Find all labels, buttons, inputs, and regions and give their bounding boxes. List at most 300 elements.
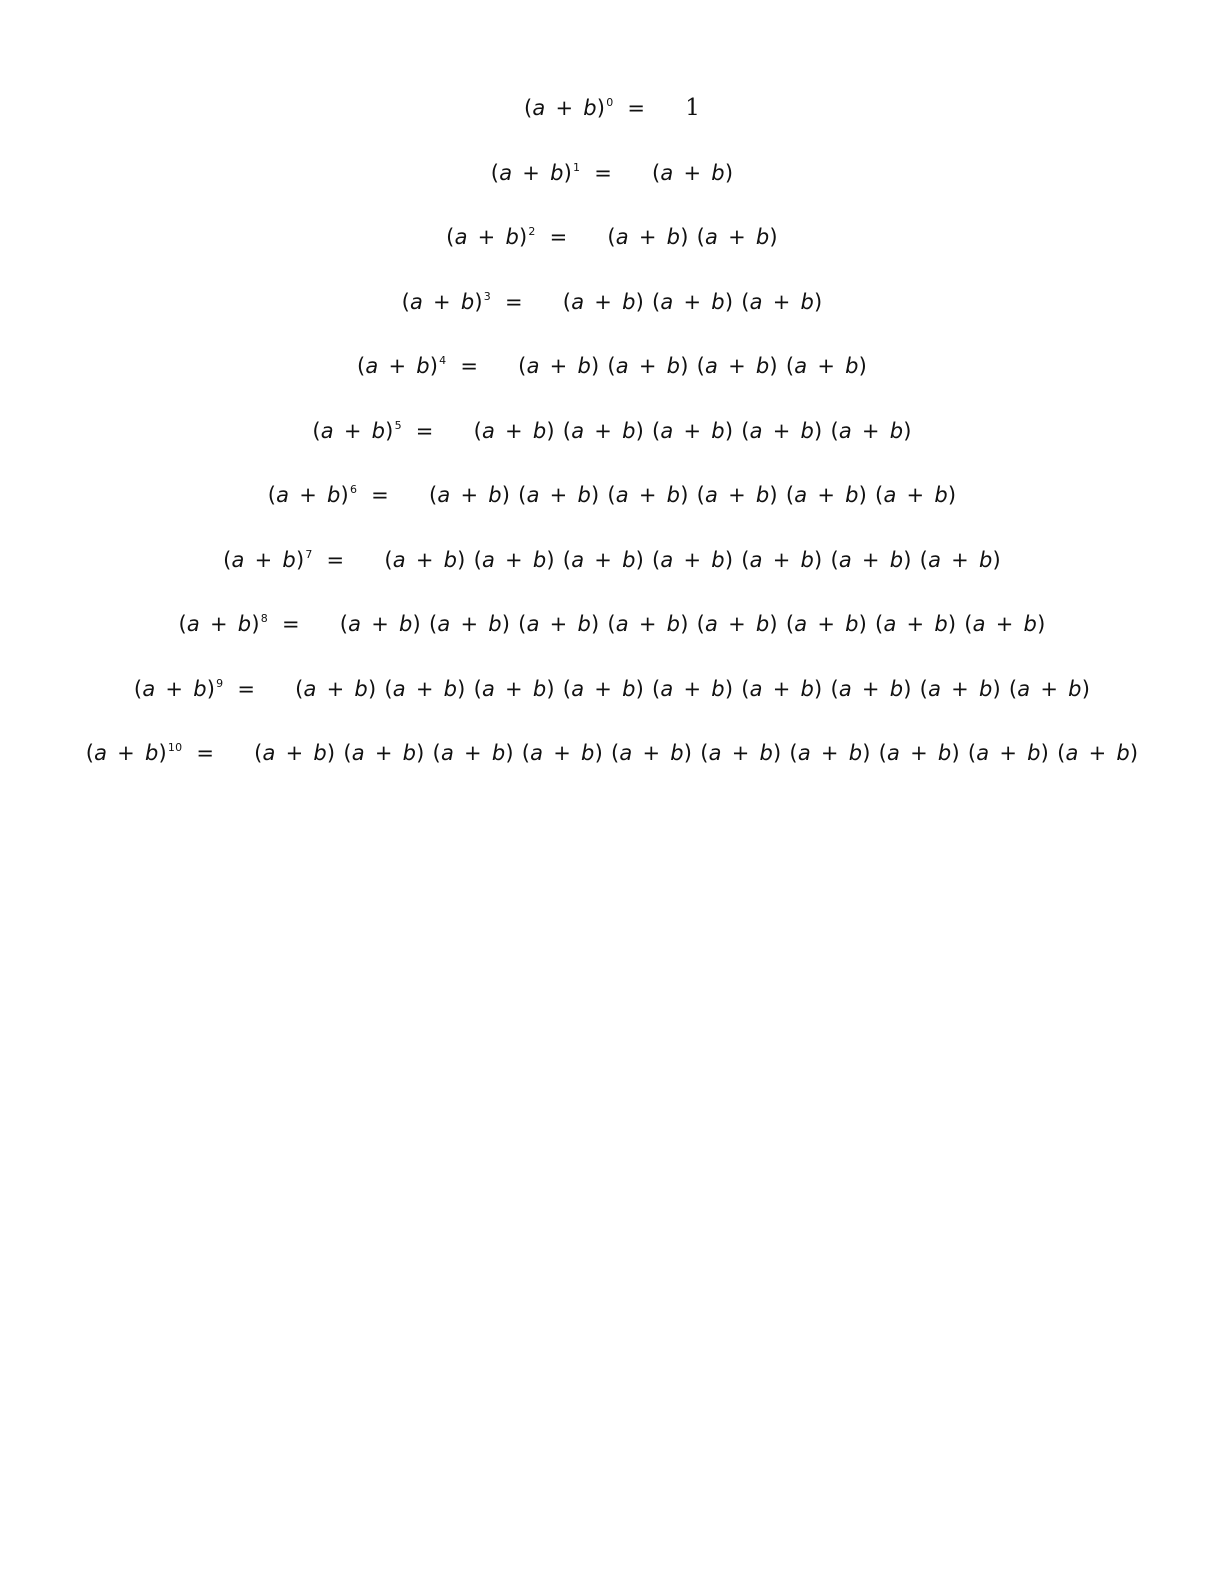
binomial-factor (518, 483, 599, 507)
variable-b: b (193, 676, 207, 701)
variable-a: a (262, 741, 276, 765)
variable-b: b (532, 676, 547, 701)
close-paren: ) (773, 741, 782, 765)
variable-a: a (883, 612, 897, 636)
close-paren: ) (683, 741, 693, 765)
variable-a: a (972, 612, 986, 636)
plus-sign: + (683, 418, 702, 443)
open-paren: ( (267, 483, 277, 507)
variable-a: a (708, 741, 722, 765)
open-paren: ( (964, 612, 973, 636)
equals-sign: = (371, 483, 389, 507)
open-paren: ( (919, 676, 929, 701)
close-paren: ) (590, 612, 600, 636)
open-paren: ( (696, 354, 706, 378)
close-paren: ) (412, 612, 421, 636)
close-paren: ) (1037, 612, 1046, 636)
plus-sign: + (460, 612, 479, 636)
close-paren: ) (680, 225, 689, 249)
binomial-factor (700, 741, 781, 765)
variable-b: b (711, 160, 725, 185)
variable-a: a (526, 612, 540, 636)
variable-a: a (615, 354, 629, 378)
open-paren: ( (518, 612, 527, 636)
variable-a: a (749, 418, 763, 443)
open-paren: ( (384, 676, 393, 701)
variable-a: a (530, 741, 544, 765)
open-paren: ( (384, 547, 393, 572)
binomial-factor (875, 612, 956, 636)
open-paren: ( (878, 741, 888, 765)
plus-sign: + (861, 418, 880, 443)
binomial-factor (429, 483, 510, 507)
close-paren: ) (251, 612, 260, 636)
plus-sign: + (683, 547, 702, 572)
plus-sign: + (388, 354, 407, 378)
variable-a: a (231, 547, 245, 572)
variable-b: b (313, 741, 327, 765)
variable-b: b (577, 612, 591, 636)
equation-row (0, 411, 1224, 451)
close-paren: ) (416, 741, 425, 765)
open-paren: ( (428, 483, 438, 507)
equals-sign: = (196, 741, 215, 765)
plus-sign: + (522, 160, 541, 185)
equation-expansion (652, 161, 733, 185)
binomial-base (446, 225, 527, 249)
equation-lhs (402, 290, 491, 314)
plus-sign: + (638, 225, 657, 249)
variable-b: b (934, 612, 948, 636)
open-paren: ( (473, 418, 482, 443)
variable-b: b (354, 676, 368, 701)
close-paren: ) (158, 741, 167, 765)
exponent: 2 (528, 225, 536, 238)
equation-row (0, 669, 1224, 709)
plus-sign: + (549, 354, 568, 378)
open-paren: ( (919, 547, 929, 572)
equation-row (0, 282, 1224, 322)
variable-b: b (800, 418, 815, 443)
open-paren: ( (356, 354, 366, 378)
equation-expansion (295, 677, 1090, 701)
open-paren: ( (696, 612, 706, 636)
variable-b: b (711, 676, 725, 701)
plus-sign: + (594, 418, 613, 443)
close-paren: ) (769, 612, 778, 636)
open-paren: ( (607, 483, 616, 507)
plus-sign: + (415, 676, 434, 701)
close-paren: ) (724, 547, 734, 572)
close-paren: ) (951, 741, 960, 765)
variable-a: a (320, 418, 334, 443)
equation-row (0, 346, 1224, 386)
variable-b: b (583, 96, 597, 120)
plus-sign: + (594, 547, 613, 572)
exponent: 0 (606, 96, 614, 109)
binomial-factor (474, 677, 555, 701)
plus-sign: + (820, 741, 839, 765)
variable-a: a (928, 547, 942, 572)
variable-b: b (666, 612, 681, 636)
open-paren: ( (652, 160, 661, 185)
open-paren: ( (875, 612, 884, 636)
exponent: 5 (394, 418, 402, 432)
close-paren: ) (385, 418, 394, 443)
equation-row (0, 604, 1224, 644)
close-paren: ) (903, 676, 912, 701)
equation-lhs (179, 612, 268, 636)
binomial-factor (786, 354, 867, 378)
equation-lhs (491, 161, 580, 185)
open-paren: ( (967, 741, 977, 765)
variable-b: b (491, 741, 506, 765)
open-paren: ( (785, 612, 795, 636)
plus-sign: + (906, 612, 925, 636)
close-paren: ) (546, 547, 555, 572)
variable-b: b (622, 289, 636, 314)
variable-b: b (460, 289, 475, 314)
binomial-factor (879, 741, 960, 765)
binomial-factor (741, 677, 822, 701)
binomial-base (357, 354, 438, 378)
variable-a: a (660, 676, 674, 701)
variable-a: a (660, 418, 674, 443)
open-paren: ( (652, 676, 661, 701)
variable-a: a (615, 225, 629, 249)
plus-sign: + (553, 741, 572, 765)
variable-a: a (365, 354, 379, 378)
variable-b: b (889, 676, 904, 701)
binomial-factor (741, 548, 822, 572)
open-paren: ( (700, 741, 709, 765)
variable-b: b (488, 612, 502, 636)
exponent: 10 (167, 741, 183, 754)
open-paren: ( (223, 547, 232, 572)
binomial-factor (741, 290, 822, 314)
variable-b: b (399, 612, 413, 636)
open-paren: ( (696, 225, 706, 249)
equals-sign: = (326, 547, 345, 572)
equals-sign: = (504, 289, 523, 314)
equation-expansion (340, 612, 1046, 636)
variable-a: a (351, 741, 365, 765)
close-paren: ) (635, 289, 644, 314)
equation-expansion (384, 548, 1001, 572)
close-paren: ) (858, 612, 868, 636)
variable-b: b (532, 418, 547, 443)
equation-lhs (86, 741, 183, 765)
variable-b: b (711, 289, 725, 314)
variable-b: b (666, 225, 681, 249)
variable-b: b (978, 676, 993, 701)
open-paren: ( (741, 418, 750, 443)
exponent: 9 (216, 676, 224, 690)
variable-b: b (144, 741, 159, 765)
open-paren: ( (473, 676, 482, 701)
variable-b: b (800, 676, 815, 701)
equation-lhs (312, 419, 401, 443)
binomial-factor (697, 483, 778, 507)
plus-sign: + (995, 612, 1014, 636)
variable-b: b (889, 418, 904, 443)
close-paren: ) (590, 483, 600, 507)
plus-sign: + (594, 289, 613, 314)
plus-sign: + (371, 612, 390, 636)
binomial-base (134, 677, 215, 701)
variable-a: a (976, 741, 990, 765)
plus-sign: + (549, 483, 568, 507)
variable-b: b (670, 741, 684, 765)
variable-a: a (526, 483, 540, 507)
binomial-base (86, 741, 167, 765)
close-paren: ) (546, 676, 555, 701)
close-paren: ) (206, 676, 216, 701)
close-paren: ) (858, 354, 868, 378)
binomial-factor (652, 677, 733, 701)
binomial-base (491, 161, 572, 185)
open-paren: ( (432, 741, 441, 765)
open-paren: ( (607, 225, 616, 249)
variable-b: b (1116, 741, 1130, 765)
binomial-factor (1057, 741, 1138, 765)
variable-b: b (443, 676, 458, 701)
binomial-factor (652, 290, 733, 314)
variable-b: b (937, 741, 952, 765)
variable-a: a (303, 676, 317, 701)
close-paren: ) (326, 741, 336, 765)
binomial-factor (697, 612, 778, 636)
variable-a: a (526, 354, 540, 378)
exponent: 4 (439, 354, 447, 367)
plus-sign: + (642, 741, 661, 765)
binomial-factor (254, 741, 335, 765)
equation-row (0, 733, 1224, 773)
binomial-factor (607, 612, 688, 636)
binomial-factor (652, 161, 733, 185)
variable-b: b (402, 741, 417, 765)
variable-b: b (1027, 741, 1041, 765)
equation-row (0, 88, 1224, 128)
plus-sign: + (861, 547, 880, 572)
equation-expansion (429, 483, 956, 507)
plus-sign: + (415, 547, 434, 572)
variable-a: a (660, 160, 674, 185)
plus-sign: + (728, 354, 746, 378)
binomial-factor (652, 548, 733, 572)
open-paren: ( (830, 676, 839, 701)
binomial-factor (474, 548, 555, 572)
variable-a: a (409, 289, 424, 314)
close-paren: ) (903, 418, 912, 443)
binomial-factor (295, 677, 376, 701)
variable-a: a (749, 676, 763, 701)
binomial-factor (518, 612, 599, 636)
close-paren: ) (594, 741, 603, 765)
open-paren: ( (312, 418, 321, 443)
plus-sign: + (594, 676, 613, 701)
equation-row (0, 217, 1224, 257)
variable-a: a (794, 354, 808, 378)
variable-b: b (577, 483, 591, 507)
close-paren: ) (769, 483, 778, 507)
close-paren: ) (724, 676, 734, 701)
plus-sign: + (555, 96, 574, 120)
variable-b: b (711, 418, 725, 443)
close-paren: ) (947, 483, 957, 507)
plus-sign: + (906, 483, 925, 507)
equals-sign: = (627, 96, 646, 120)
close-paren: ) (518, 225, 528, 249)
plus-sign: + (772, 289, 791, 314)
close-paren: ) (501, 612, 511, 636)
plus-sign: + (999, 741, 1018, 765)
binomial-factor (830, 419, 911, 443)
open-paren: ( (518, 483, 527, 507)
equals-sign: = (460, 354, 479, 378)
binomial-factor (563, 290, 644, 314)
plus-sign: + (772, 676, 791, 701)
variable-b: b (505, 225, 519, 249)
open-paren: ( (607, 612, 616, 636)
binomial-base (223, 548, 304, 572)
variable-a: a (619, 741, 633, 765)
variable-b: b (577, 354, 591, 378)
open-paren: ( (490, 160, 500, 185)
variable-a: a (615, 483, 629, 507)
plus-sign: + (254, 547, 273, 572)
variable-a: a (186, 612, 200, 636)
variable-a: a (348, 612, 362, 636)
close-paren: ) (1040, 741, 1050, 765)
variable-b: b (371, 418, 386, 443)
close-paren: ) (769, 354, 778, 378)
plus-sign: + (683, 160, 702, 185)
close-paren: ) (680, 354, 689, 378)
open-paren: ( (696, 483, 706, 507)
equation-lhs (446, 225, 535, 249)
close-paren: ) (596, 96, 606, 120)
close-paren: ) (457, 676, 466, 701)
open-paren: ( (741, 676, 750, 701)
variable-b: b (581, 741, 595, 765)
open-paren: ( (607, 354, 616, 378)
open-paren: ( (295, 676, 304, 701)
open-paren: ( (401, 289, 410, 314)
open-paren: ( (785, 483, 795, 507)
variable-b: b (622, 418, 636, 443)
equation-expansion (685, 95, 700, 121)
equation-expansion (474, 419, 912, 443)
variable-a: a (571, 547, 585, 572)
variable-a: a (440, 741, 455, 765)
binomial-factor (830, 677, 911, 701)
exponent: 8 (260, 612, 268, 625)
close-paren: ) (367, 676, 377, 701)
expansion-value: 1 (685, 95, 701, 121)
binomial-base (179, 612, 260, 636)
variable-a: a (838, 418, 852, 443)
exponent: 6 (349, 483, 358, 496)
close-paren: ) (590, 354, 600, 378)
open-paren: ( (85, 741, 95, 765)
binomial-factor (920, 548, 1001, 572)
close-paren: ) (635, 547, 644, 572)
binomial-factor (563, 677, 644, 701)
close-paren: ) (814, 676, 823, 701)
binomial-factor (518, 354, 599, 378)
close-paren: ) (724, 289, 734, 314)
open-paren: ( (521, 741, 531, 765)
variable-b: b (550, 160, 564, 185)
close-paren: ) (858, 483, 868, 507)
plus-sign: + (460, 483, 479, 507)
variable-b: b (443, 547, 458, 572)
binomial-factor (741, 419, 822, 443)
plus-sign: + (817, 483, 836, 507)
open-paren: ( (1008, 676, 1018, 701)
open-paren: ( (339, 612, 349, 636)
plus-sign: + (728, 225, 746, 249)
binomial-factor (920, 677, 1001, 701)
variable-b: b (845, 483, 859, 507)
close-paren: ) (724, 160, 734, 185)
close-paren: ) (457, 547, 466, 572)
variable-b: b (800, 289, 815, 314)
variable-a: a (454, 225, 468, 249)
variable-a: a (705, 225, 719, 249)
open-paren: ( (562, 289, 572, 314)
binomial-factor (563, 548, 644, 572)
variable-a: a (705, 612, 719, 636)
plus-sign: + (117, 741, 135, 765)
equals-sign: = (237, 676, 256, 701)
open-paren: ( (133, 676, 143, 701)
open-paren: ( (785, 354, 795, 378)
open-paren: ( (518, 354, 527, 378)
open-paren: ( (473, 547, 482, 572)
open-paren: ( (875, 483, 884, 507)
open-paren: ( (652, 547, 661, 572)
variable-a: a (437, 612, 451, 636)
plus-sign: + (951, 676, 969, 701)
variable-a: a (499, 160, 513, 185)
plus-sign: + (343, 418, 362, 443)
close-paren: ) (814, 418, 823, 443)
open-paren: ( (562, 418, 572, 443)
open-paren: ( (1057, 741, 1066, 765)
binomial-base (402, 290, 483, 314)
open-paren: ( (741, 547, 750, 572)
close-paren: ) (635, 418, 644, 443)
plus-sign: + (772, 547, 791, 572)
variable-b: b (666, 483, 681, 507)
exponent: 7 (305, 547, 313, 561)
variable-b: b (666, 354, 681, 378)
plus-sign: + (477, 225, 496, 249)
close-paren: ) (546, 418, 555, 443)
open-paren: ( (562, 676, 572, 701)
variable-b: b (934, 483, 948, 507)
close-paren: ) (862, 741, 871, 765)
binomial-base (524, 96, 605, 120)
variable-b: b (755, 354, 770, 378)
variable-b: b (488, 483, 502, 507)
variable-b: b (416, 354, 430, 378)
plus-sign: + (728, 483, 746, 507)
plus-sign: + (817, 354, 836, 378)
open-paren: ( (652, 289, 661, 314)
